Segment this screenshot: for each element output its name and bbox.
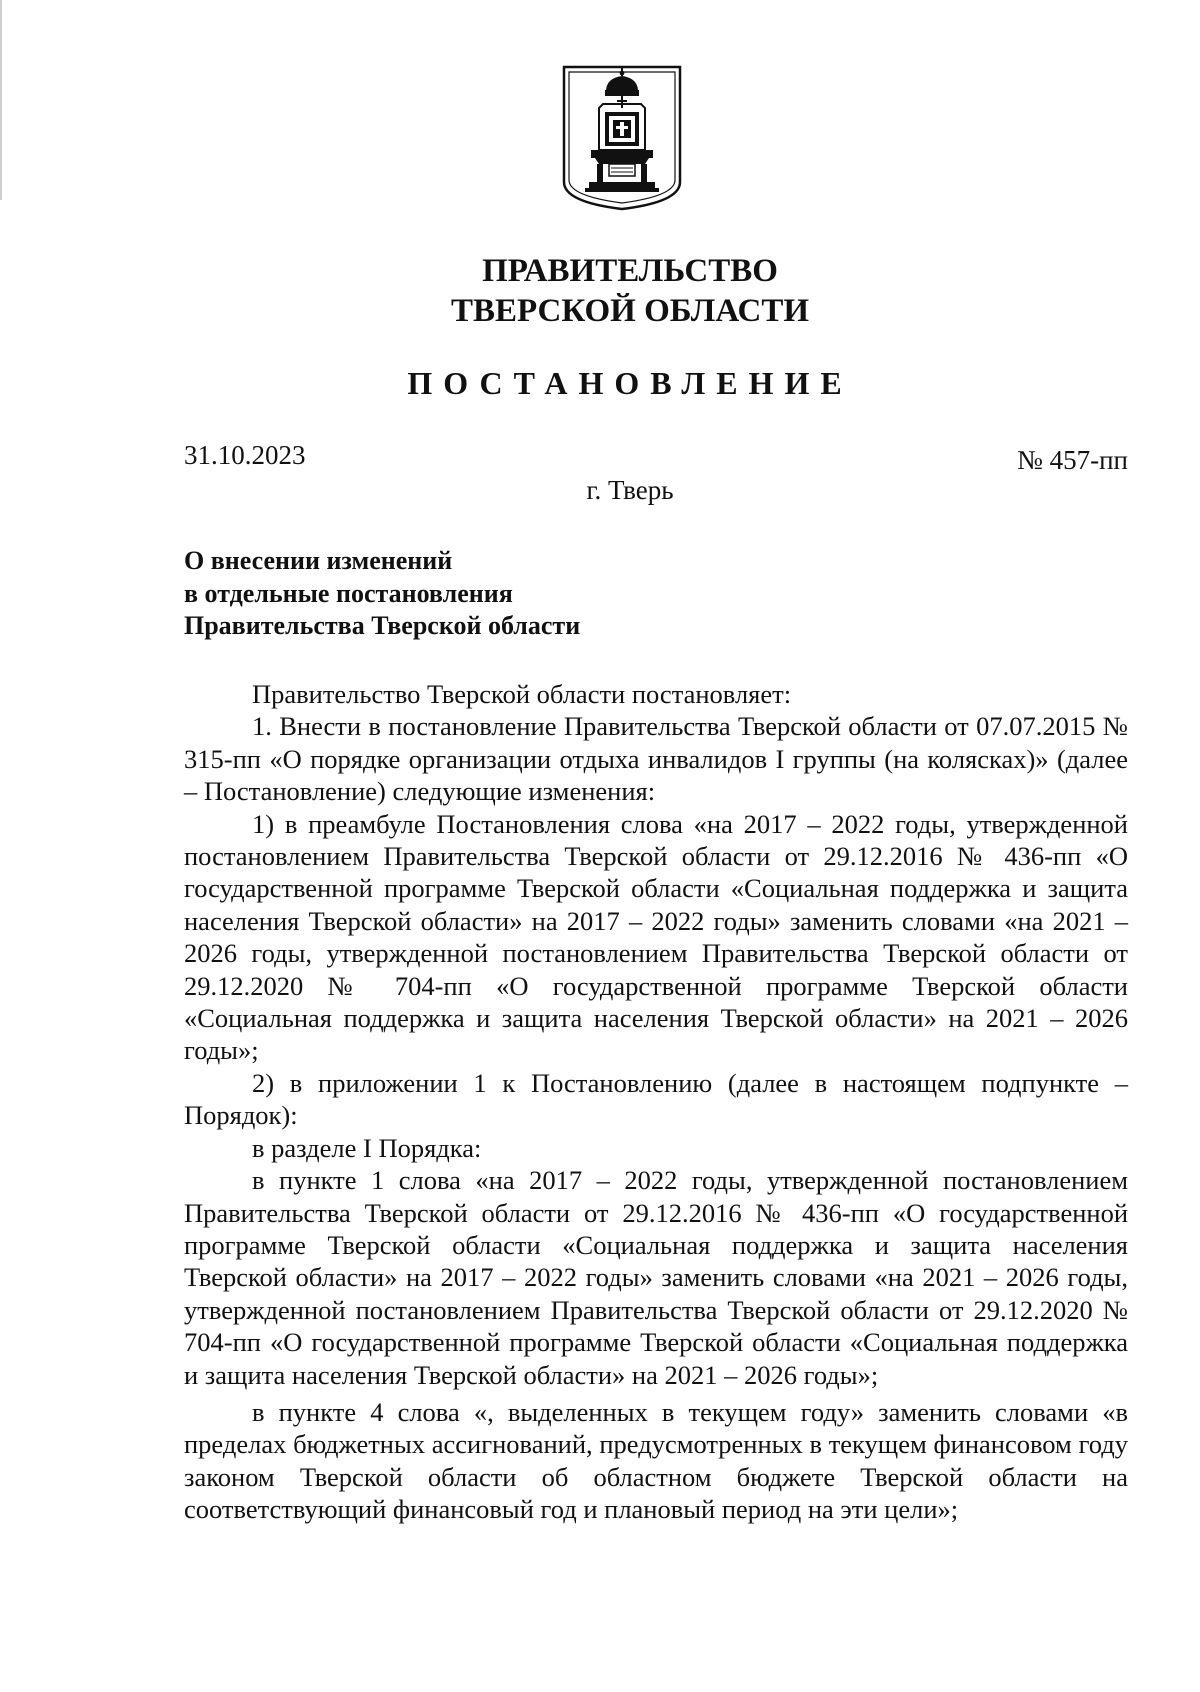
document-number: № 457-пп	[1017, 445, 1128, 475]
body-paragraph-point-1: в пункте 1 слова «на 2017 – 2022 годы, утвержденной постановлением Правительства Тверской области от 29.12.2016 № 436-пп «О государственной программе Тверской области «Социальная поддержка и защита населения Тверской области» на 2017 – 2022 годы» заменить словами «на 2021 – 2026 годы, утвержденной постановлением Правительства Тверской области от 29.12.2020 № 704-пп «О государственной программе Тверской области «Социальная поддержка и защита населения Тверской области» на 2021 – 2026 годы»;	[184, 1165, 1128, 1390]
document-subject	[184, 545, 884, 643]
body-paragraph-section-1: в разделе I Порядка:	[252, 1132, 482, 1163]
subject-line-3: Правительства Тверской области	[184, 611, 581, 640]
government-name-line-2: ТВЕРСКОЙ ОБЛАСТИ	[450, 293, 810, 329]
government-name-line-1: ПРАВИТЕЛЬСТВО	[482, 253, 778, 289]
document-body	[184, 678, 1128, 1526]
body-paragraph-point-4: в пункте 4 слова «, выделенных в текущем году» заменить словами «в пределах бюджетных ассигнований, предусмотренных в текущем финансовом году законом Тверской области об областном бюджете Тверской области на соответствующий финансовый год и плановый период на эти цели»;	[184, 1396, 1128, 1525]
document-date: 31.10.2023	[184, 440, 306, 470]
subject-line-2: в отдельные постановления	[184, 578, 513, 608]
body-paragraph-item-1: 1. Внести в постановление Правительства Тверской области от 07.07.2015 № 315-пп «О порядке организации отдыха инвалидов I группы (на колясках)» (далее – Постановление) следующие изменения:	[184, 711, 1128, 807]
body-paragraph-subitem-1: 1) в преамбуле Постановления слова «на 2017 – 2022 годы, утвержденной постановлением Правительства Тверской области от 29.12.2016 № 436-пп «О государственной программе Тверской области «Социальная поддержка и защита населения Тверской области» на 2017 – 2022 годы» заменить словами «на 2021 – 2026 годы, утвержденной постановлением Правительства Тверской области от 29.12.2020 № 704-пп «О государственной программе Тверской области «Социальная поддержка и защита населения Тверской области» на 2021 – 2026 годы»;	[184, 808, 1128, 1066]
body-paragraph-subitem-2: 2) в приложении 1 к Постановлению (далее в настоящем подпункте – Порядок):	[184, 1067, 1128, 1131]
subject-line-1: О внесении изменений	[184, 546, 453, 575]
scan-edge-mark	[0, 0, 2, 200]
body-paragraph-intro: Правительство Тверской области постановляет:	[252, 679, 792, 709]
document-city: г. Тверь	[586, 475, 674, 505]
document-type-title: ПОСТАНОВЛЕНИЕ	[407, 365, 853, 401]
coat-of-arms-emblem	[561, 64, 683, 212]
